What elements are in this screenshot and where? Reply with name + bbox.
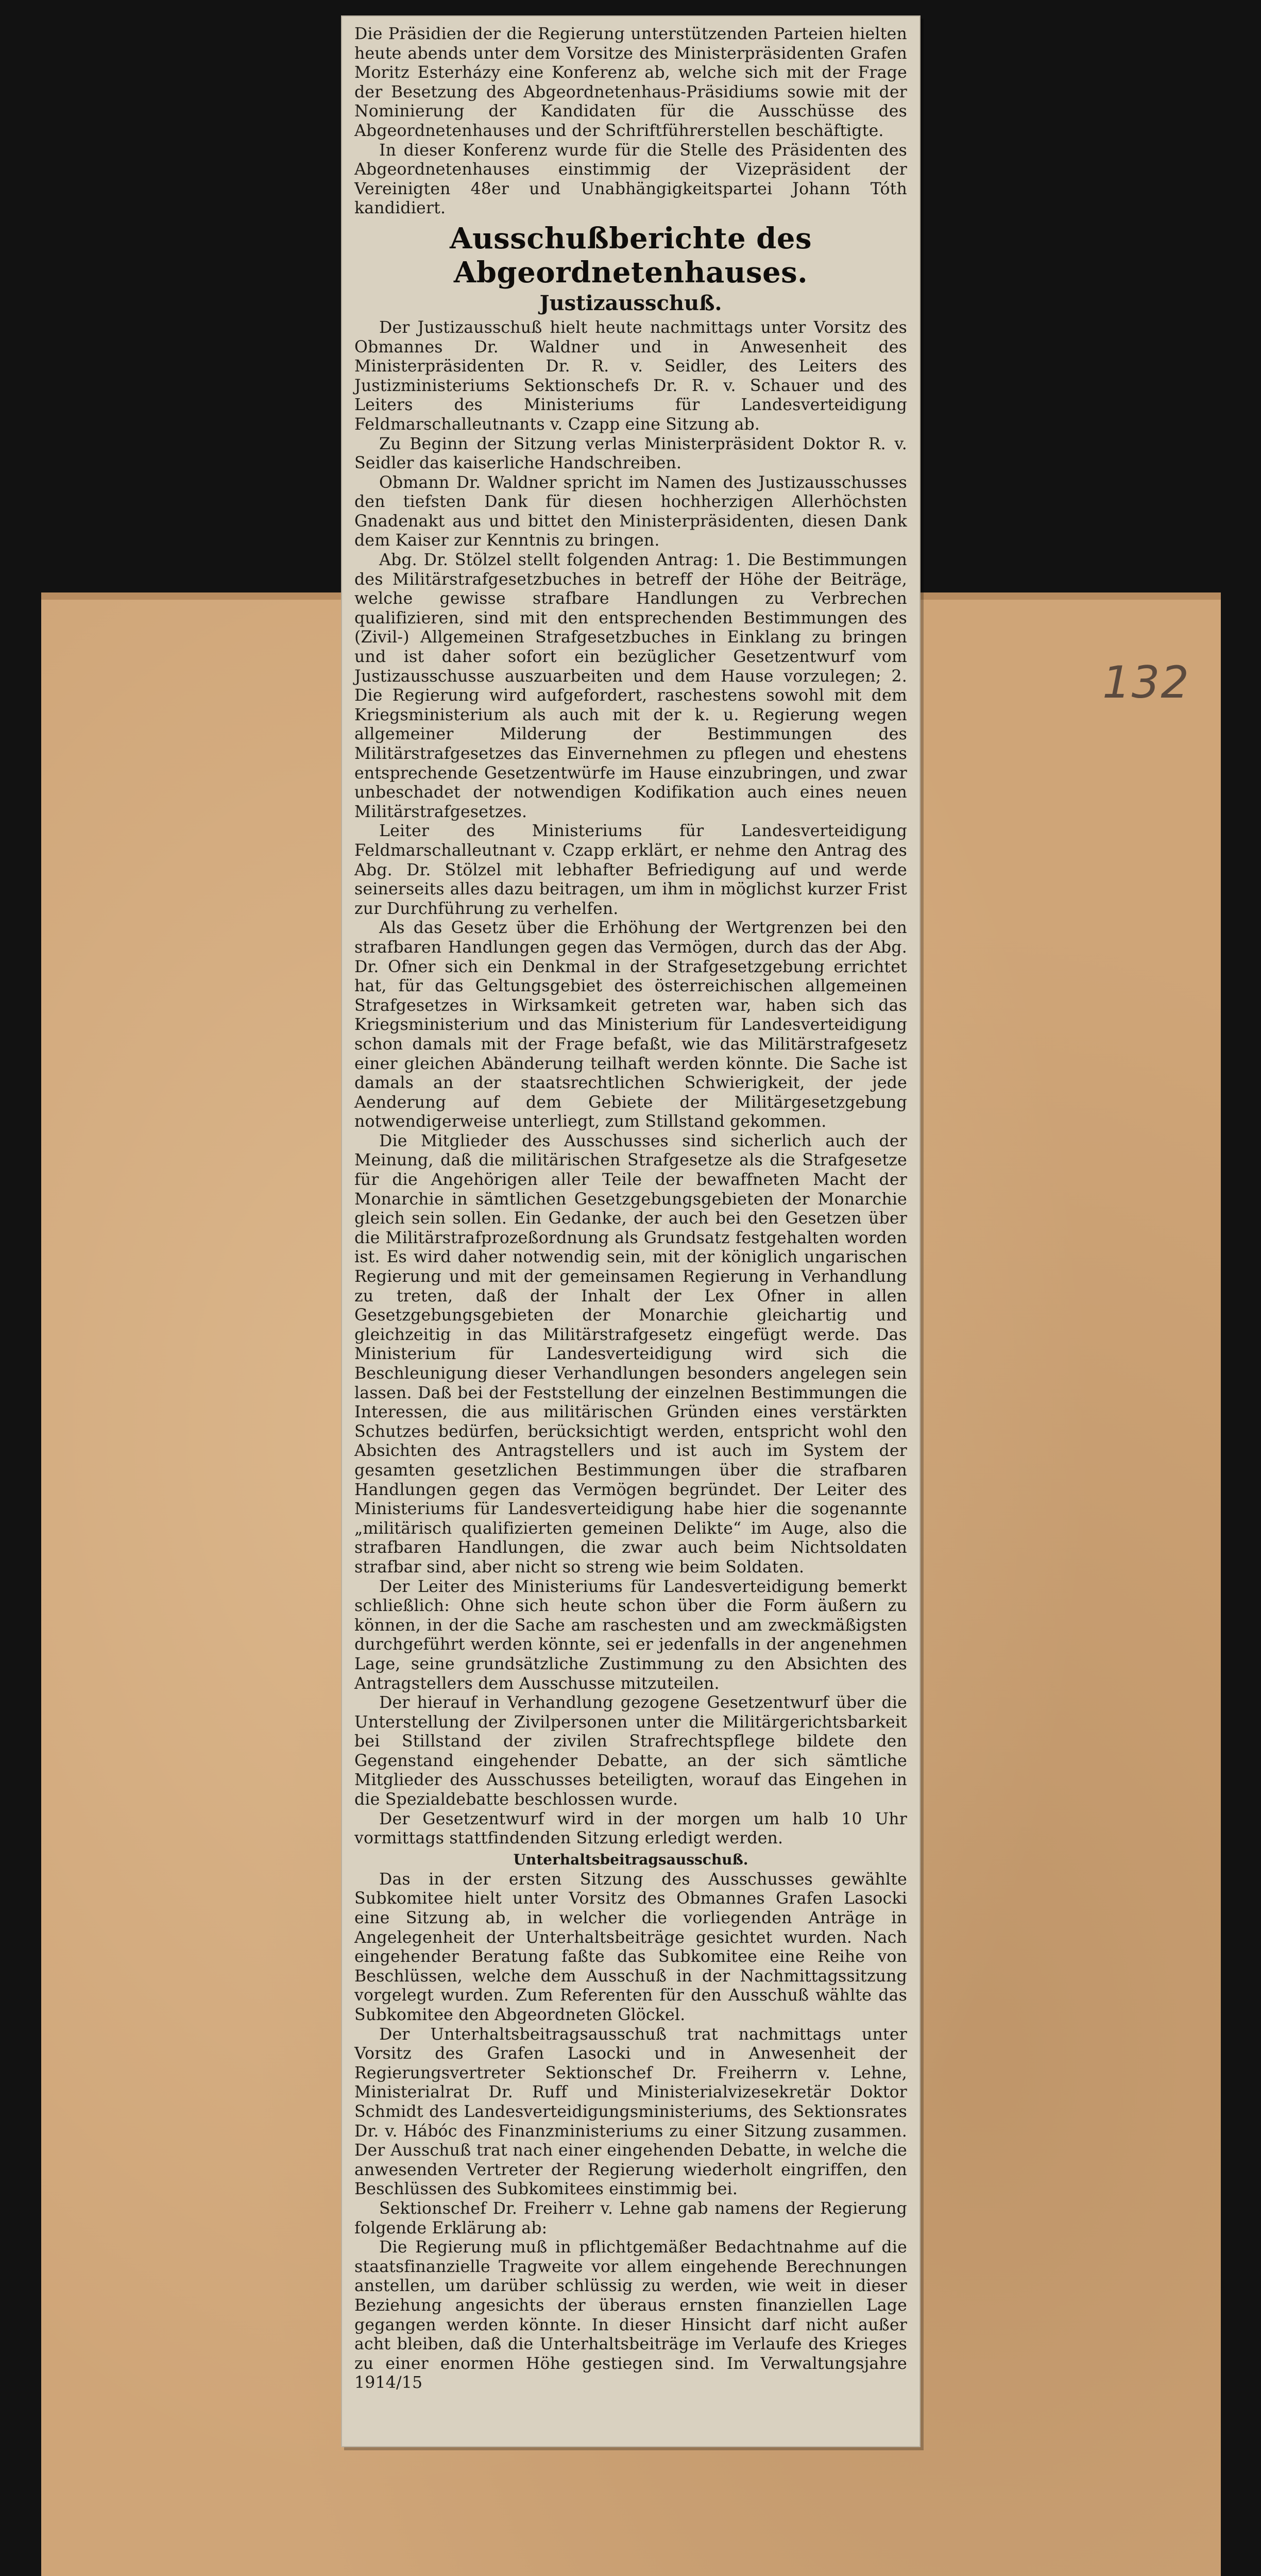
justice-paragraph: Leiter des Ministeriums für Landesverteidigung Feldmarschalleutnant v. Czapp erklärt, er nehme den Antrag des Abg. Dr. Stölzel mit lebhafter Befriedigung auf und werde seinerseits alles dazu beitragen, um ihm in möglichst kurzer Frist zur Durchführung zu verhelfen. (354, 822, 907, 918)
maintenance-paragraph: Der Unterhaltsbeitragsausschuß trat nachmittags unter Vorsitz des Grafen Lasocki und in Anwesenheit der Regierungsvertreter Sektionschef Dr. Freiherrn v. Lehne, Ministerialrat Dr. Ruff und Ministerialvizesekretär Doktor Schmidt des Landesverteidigungsministeriums, des Sektionsrates Dr. v. Hábóc des Finanzministeriums zu einer Sitzung zusammen. Der Ausschuß trat nach einer eingehenden Debatte, in welche die anwesenden Vertreter der Regierung wiederholt eingriffen, den Beschlüssen des Subkomitees einstimmig bei. (354, 2025, 907, 2199)
justice-paragraph: Der Leiter des Ministeriums für Landesverteidigung bemerkt schließlich: Ohne sich heute schon über die Form äußern zu können, in der die Sache am raschesten und am zweckmäßigsten durchgeführt werden könnte, sei er jedenfalls in der angenehmen Lage, seine grundsätzliche Zustimmung zu den Absichten des Antragstellers dem Ausschusse mitzuteilen. (354, 1577, 907, 1693)
newspaper-clipping (341, 15, 921, 2447)
maintenance-paragraph: Sektionschef Dr. Freiherr v. Lehne gab namens der Regierung folgende Erklärung ab: (354, 2199, 907, 2238)
justice-paragraph: Obmann Dr. Waldner spricht im Namen des Justizausschusses den tiefsten Dank für diesen hochherzigen Allerhöchsten Gnadenakt aus und bittet den Ministerpräsidenten, diesen Dank dem Kaiser zur Kenntnis zu bringen. (354, 473, 907, 550)
justice-paragraph: Die Mitglieder des Ausschusses sind sicherlich auch der Meinung, daß die militärischen Strafgesetze als die Strafgesetze für die Angehörigen aller Teile der bewaffneten Macht der Monarchie in sämtlichen Gesetzgebungsgebieten der Monarchie gleich sein sollen. Ein Gedanke, der auch bei den Gesetzen über die Militärstrafprozeßordnung als Grundsatz festgehalten worden ist. Es wird daher notwendig sein, mit der königlich ungarischen Regierung und mit der gemeinsamen Regierung in Verhandlung zu treten, daß der Inhalt der Lex Ofner in allen Gesetzgebungsgebieten der Monarchie gleichartig und gleichzeitig in das Militärstrafgesetz eingefügt werde. Das Ministerium für Landesverteidigung wird sich die Beschleunigung dieser Verhandlungen besonders angelegen sein lassen. Daß bei der Feststellung der einzelnen Bestimmungen die Interessen, die aus militärischen Gründen eines verstärkten Schutzes bedürfen, berücksichtigt werden, entspricht wohl den Absichten des Antragstellers und ist auch im System der gesamten gesetzlichen Bestimmungen über die strafbaren Handlungen gegen das Vermögen begründet. Der Leiter des Ministeriums für Landesverteidigung habe hier die sogenannte „militärisch qualifizierten gemeinen Delikte“ im Auge, also die strafbaren Handlungen, die zwar auch beim Nichtsoldaten strafbar sind, aber nicht so streng wie beim Soldaten. (354, 1131, 907, 1577)
justice-paragraph: Als das Gesetz über die Erhöhung der Wertgrenzen bei den strafbaren Handlungen gegen das Vermögen, durch das der Abg. Dr. Ofner sich ein Denkmal in der Strafgesetzgebung errichtet hat, für das Geltungsgebiet des österreichischen allgemeinen Strafgesetzes in Wirksamkeit getreten war, haben sich das Kriegsministerium und das Ministerium für Landesverteidigung schon damals mit der Frage befaßt, wie das Militärstrafgesetz einer gleichen Abänderung teilhaft werden könnte. Die Sache ist damals an der staatsrechtlichen Schwierigkeit, der jede Aenderung auf dem Gebiete der Militärgesetzgebung notwendigerweise unterliegt, zum Stillstand gekommen. (354, 919, 907, 1131)
folio-number: 132 (1102, 657, 1190, 708)
section-title-maintenance: Unterhaltsbeitragsausschuß. (513, 1851, 748, 1868)
headline: Ausschußberichte des Abgeordnetenhauses. (450, 221, 812, 290)
maintenance-paragraph: Die Regierung muß in pflichtgemäßer Bedachtnahme auf die staatsfinanzielle Tragweite vor allem eingehende Berechnungen anstellen, um darüber schlüssig zu werden, wie weit in dieser Beziehung angesichts der überaus ernsten finanziellen Lage gegangen werden könnte. In dieser Hinsicht darf nicht außer acht bleiben, daß die Unterhaltsbeiträge im Verlaufe des Krieges zu einer enormen Höhe gestiegen sind. Im Verwaltungsjahre 1914/15 (354, 2238, 907, 2393)
section-title-justice: Justizausschuß. (539, 291, 722, 315)
justice-paragraph: Der Gesetzentwurf wird in der morgen um halb 10 Uhr vormittags stattfindenden Sitzung erledigt werden. (354, 1809, 907, 1848)
intro-paragraph-1: Die Präsidien der die Regierung unterstützenden Parteien hielten heute abends unter dem Vorsitze des Ministerpräsidenten Grafen Moritz Esterházy eine Konferenz ab, welche sich mit der Frage der Besetzung des Abgeordnetenhaus-Präsidiums sowie mit der Nominierung der Kandidaten für die Ausschüsse des Abgeordnetenhauses und der Schriftführerstellen beschäftigte. (354, 25, 907, 140)
justice-paragraph: Zu Beginn der Sitzung verlas Ministerpräsident Doktor R. v. Seidler das kaiserliche Handschreiben. (354, 434, 907, 473)
justice-paragraph: Der Justizausschuß hielt heute nachmittags unter Vorsitz des Obmannes Dr. Waldner und in Anwesenheit des Ministerpräsidenten Dr. R. v. Seidler, des Leiters des Justizministeriums Sektionschefs Dr. R. v. Schauer und des Leiters des Ministeriums für Landesverteidigung Feldmarschalleutnants v. Czapp eine Sitzung ab. (354, 318, 907, 434)
justice-paragraph: Der hierauf in Verhandlung gezogene Gesetzentwurf über die Unterstellung der Zivilpersonen unter die Militärgerichtsbarkeit bei Stillstand der zivilen Strafrechtspflege bildete den Gegenstand eingehender Debatte, an der sich sämtliche Mitglieder des Ausschusses beteiligten, worauf das Eingehen in die Spezialdebatte beschlossen wurde. (354, 1693, 907, 1809)
maintenance-paragraph: Das in der ersten Sitzung des Ausschusses gewählte Subkomitee hielt unter Vorsitz des Obmannes Grafen Lasocki eine Sitzung ab, in welcher die vorliegenden Anträge in Angelegenheit der Unterhaltsbeiträge gesichtet wurden. Nach eingehender Beratung faßte das Subkomitee eine Reihe von Beschlüssen, welche dem Ausschuß in der Nachmittagssitzung vorgelegt wurden. Zum Referenten für den Ausschuß wählte das Subkomitee den Abgeordneten Glöckel. (354, 1870, 907, 2024)
intro-paragraph-2: In dieser Konferenz wurde für die Stelle des Präsidenten des Abgeordnetenhauses einstimmig der Vizepräsident der Vereinigten 48er und Unabhängigkeitspartei Johann Tóth kandidiert. (354, 141, 907, 218)
justice-paragraph: Abg. Dr. Stölzel stellt folgenden Antrag: 1. Die Bestimmungen des Militärstrafgesetzbuches in betreff der Höhe der Beiträge, welche gewisse strafbare Handlungen zu Verbrechen qualifizieren, sind mit den entsprechenden Bestimmungen des (Zivil-) Allgemeinen Strafgesetzbuches in Einklang zu bringen und ist daher sofort ein bezüglicher Gesetzentwurf vom Justizausschusse auszuarbeiten und dem Hause vorzulegen; 2. Die Regierung wird aufgefordert, raschestens sowohl mit dem Kriegsministerium als auch mit der k. u. Regierung wegen allgemeiner Milderung der Bestimmungen des Militärstrafgesetzes das Einvernehmen zu pflegen und ehestens entsprechende Gesetzentwürfe im Hause einzubringen, und zwar unbeschadet der notwendigen Kodifikation auch eines neuen Militärstrafgesetzes. (354, 551, 907, 821)
